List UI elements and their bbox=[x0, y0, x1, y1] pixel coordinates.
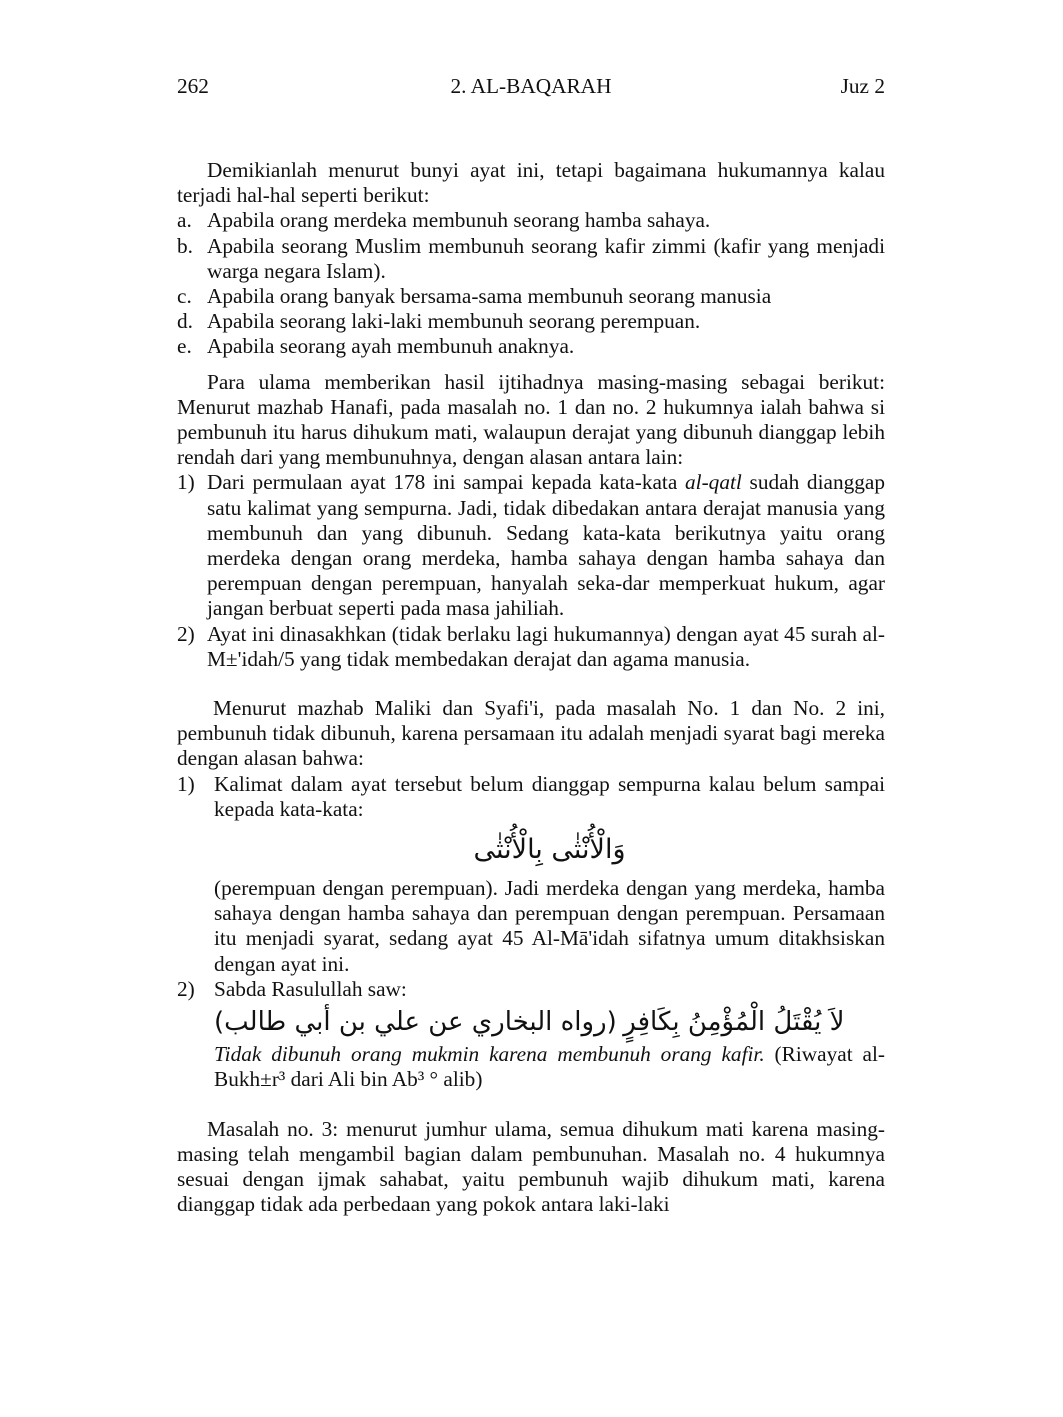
list-item-text: Apabila seorang laki-laki membunuh seorang perempuan. bbox=[207, 309, 701, 334]
hanafi-reasons bbox=[177, 470, 885, 672]
list-marker: 1) bbox=[177, 470, 195, 495]
maliki-paragraph: Menurut mazhab Maliki dan Syafi'i, pada masalah No. 1 dan No. 2 ini, pembunuh tidak dibunuh, karena persamaan itu adalah menjadi syarat bagi mereka dengan alasan bahwa: bbox=[177, 696, 885, 771]
chapter-title: 2. AL-BAQARAH bbox=[450, 74, 612, 98]
list-marker: d. bbox=[177, 309, 193, 334]
list-marker: 2) bbox=[177, 621, 195, 646]
list-item-text: Ayat ini dinasakhkan (tidak berlaku lagi hukumannya) dengan ayat 45 surah al-M±'idah/5 yang tidak membedakan derajat dan agama manusia. bbox=[207, 621, 885, 671]
page-number: 262 bbox=[177, 74, 209, 98]
maliki-reasons bbox=[177, 772, 885, 1093]
arabic-hadith bbox=[177, 1002, 885, 1042]
list-item-text: Apabila orang merdeka membunuh seorang hamba sahaya. bbox=[207, 208, 711, 233]
juz-label: Juz 2 bbox=[840, 74, 885, 98]
list-item-text: Apabila orang banyak bersama-sama membunuh seorang manusia bbox=[207, 284, 772, 309]
list-item bbox=[177, 334, 885, 359]
list-item-text: Dari permulaan ayat 178 ini sampai kepada kata-kata bbox=[207, 470, 686, 495]
list-item bbox=[177, 208, 885, 233]
ulama-paragraph: Para ulama memberikan hasil ijtihadnya masing-masing sebagai berikut: Menurut mazhab Hanafi, pada masalah no. 1 dan no. 2 hukumnya ialah bahwa si pembunuh itu harus dihukum mati, walaupun derajat yang dibunuh dianggap lebih rendah dari yang membunuhnya, dengan alasan antara lain: bbox=[177, 369, 885, 470]
arabic-verse: وَالْأُنْثٰى بِالْأُنْثٰى bbox=[473, 834, 626, 866]
list-item bbox=[177, 977, 885, 1002]
translation-source: (Riwayat al-Bukh±r³ dari Ali bin Ab³ ° alib) bbox=[214, 1042, 885, 1092]
list-item-text: Sabda Rasulullah saw: bbox=[214, 976, 407, 1001]
list-item bbox=[177, 284, 885, 309]
list-item bbox=[177, 470, 885, 621]
list-marker: a. bbox=[177, 208, 192, 233]
list-marker: 1) bbox=[177, 771, 195, 796]
body-text bbox=[177, 158, 885, 1217]
list-marker: b. bbox=[177, 233, 193, 258]
list-item-text: Apabila seorang ayah membunuh anaknya. bbox=[207, 334, 575, 359]
list-marker: e. bbox=[177, 334, 192, 359]
hadith-text-arabic: لاَ يُقْتَلُ الْمُؤْمِنُ بِكَافِرٍ bbox=[623, 1007, 845, 1038]
list-item bbox=[177, 622, 885, 672]
hadith-translation bbox=[177, 1042, 885, 1092]
list-marker: c. bbox=[177, 284, 192, 309]
italic-term: al-qatl bbox=[685, 470, 742, 495]
list-item bbox=[177, 772, 885, 822]
intro-paragraph: Demikianlah menurut bunyi ayat ini, tetapi bagaimana hukumannya kalau terjadi hal-hal seperti berikut: bbox=[177, 158, 885, 208]
verse-explanation: (perempuan dengan perempuan). Jadi merdeka dengan yang merdeka, hamba sahaya dengan hamba sahaya dan perempuan dengan perempuan. Persamaan itu menjadi syarat, sedang ayat 45 Al-Mā'idah sifatnya umum ditakhsiskan dengan ayat ini. bbox=[214, 876, 885, 976]
list-item-text: sudah dianggap satu kalimat yang sempurna. Jadi, tidak dibedakan antara derajat manusia yang membunuh dan yang dibunuh. Sedang kata-kata berikutnya yaitu orang merdeka dengan orang merdeka, hamba sahaya dengan hamba sahaya dan perempuan dengan perempuan, hanyalah seka-dar memperkuat hukum, agar jangan berbuat seperti pada masa jahiliah. bbox=[207, 470, 885, 621]
list-item-text: Kalimat dalam ayat tersebut belum dianggap sempurna kalau belum sampai kepada kata-kata: bbox=[214, 771, 885, 821]
translation-italic: Tidak dibunuh orang mukmin karena membunuh orang kafir. bbox=[214, 1042, 765, 1067]
list-item-text: Apabila seorang Muslim membunuh seorang kafir zimmi (kafir yang menjadi warga negara Islam). bbox=[207, 233, 885, 283]
closing-paragraph: Masalah no. 3: menurut jumhur ulama, semua dihukum mati karena masing-masing telah mengambil bagian dalam pembunuhan. Masalah no. 4 hukumnya sesuai dengan ijmak sahabat, yaitu pembunuh wajib dihukum mati, karena dianggap tidak ada perbedaan yang pokok antara laki-laki bbox=[177, 1116, 885, 1217]
hadith-source-arabic: (رواه البخاري عن علي بن أبي طالب) bbox=[214, 1007, 617, 1038]
running-header bbox=[177, 74, 885, 98]
list-item bbox=[177, 309, 885, 334]
list-marker: 2) bbox=[177, 976, 195, 1001]
list-item bbox=[177, 234, 885, 284]
case-list bbox=[177, 208, 885, 359]
